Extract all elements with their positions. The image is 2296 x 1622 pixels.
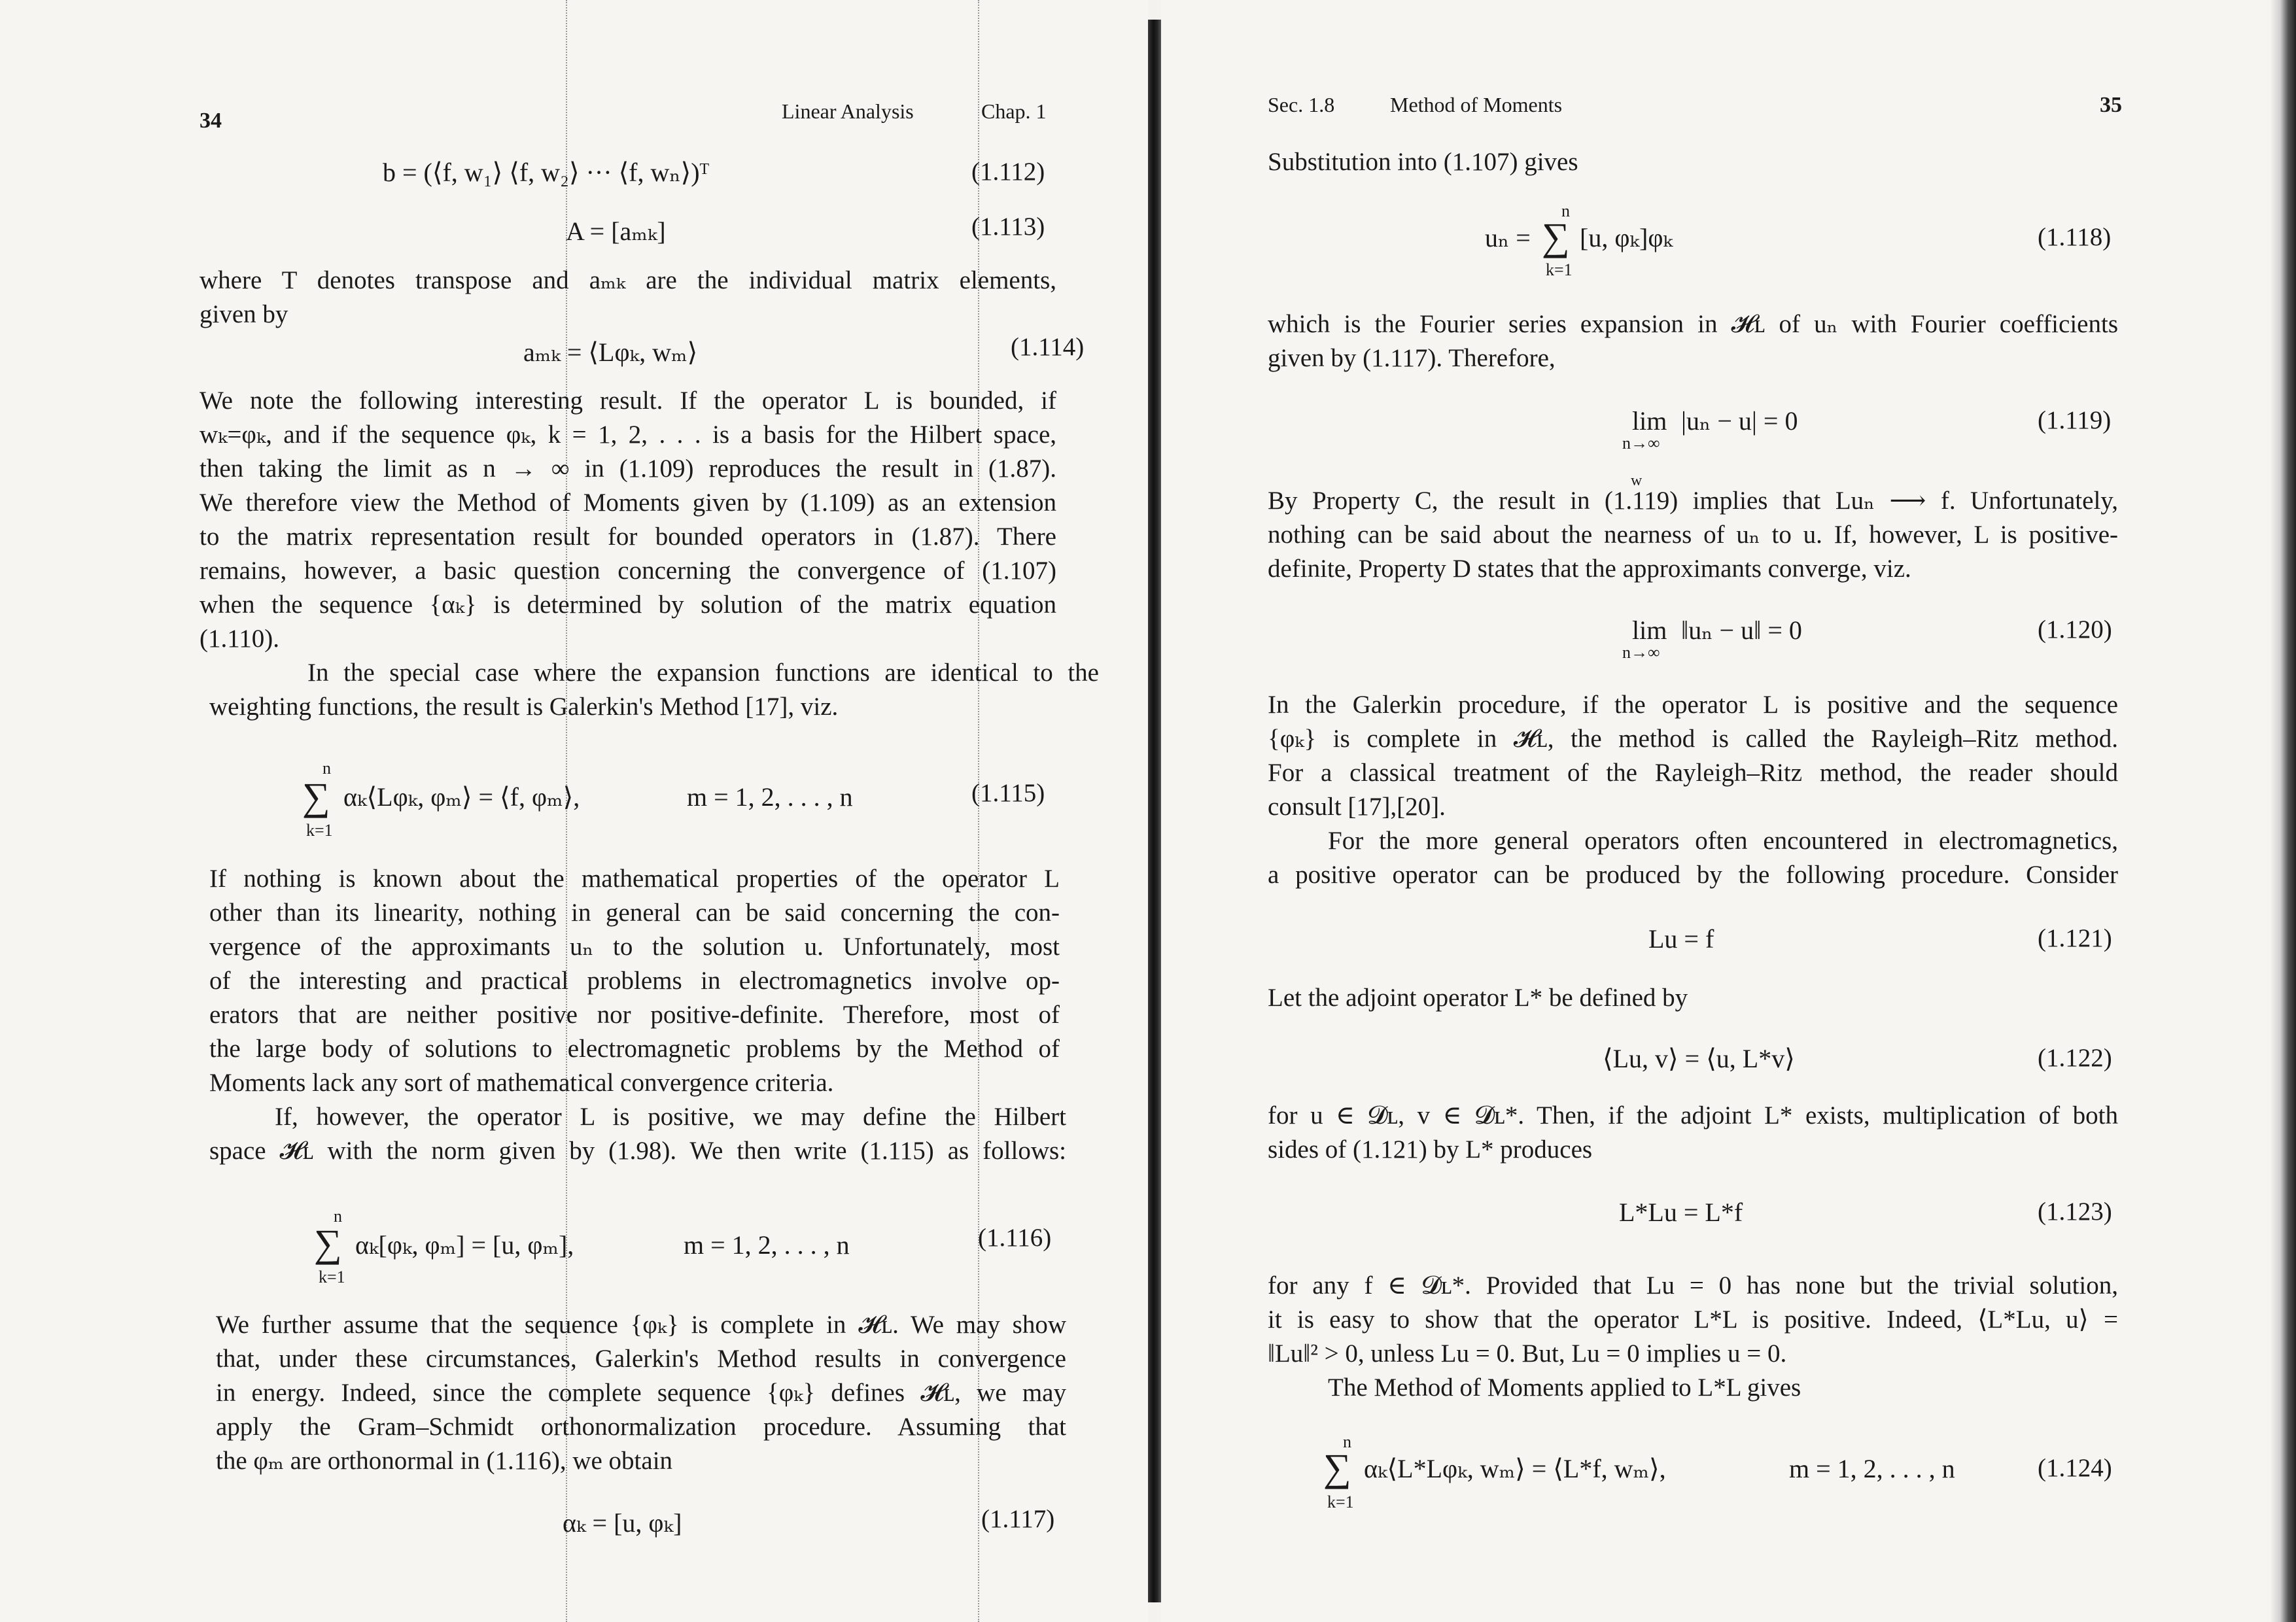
text-line: If, however, the operator L is positive, we may define the Hilbert xyxy=(275,1103,1066,1131)
text-line: of the interesting and practical problems in electromagnetics involve op- xyxy=(209,967,1060,995)
text-line: vergence of the approximants uₙ to the solution u. Unfortunately, most xyxy=(209,933,1060,961)
section-label: Sec. 1.8 xyxy=(1268,93,1335,116)
sum-upper: n xyxy=(334,1207,342,1226)
equation-number: (1.114) xyxy=(1011,333,1085,361)
text-line: to the matrix representation result for bounded operators in (1.87). There xyxy=(200,523,1056,551)
text-line: then taking the limit as n → ∞ in (1.109) reproduces the result in (1.87). xyxy=(200,455,1056,483)
page-number: 35 xyxy=(2100,93,2122,117)
text-line: given by (1.117). Therefore, xyxy=(1268,344,1556,372)
equation-number: (1.119) xyxy=(2038,406,2112,434)
text-line: We note the following interesting result. If the operator L is bounded, if xyxy=(200,387,1056,415)
equation-1-116: αₖ[φₖ, φₘ] = [u, φₘ], xyxy=(355,1230,574,1260)
limit-label: lim xyxy=(1632,406,1667,436)
sum-lower: k=1 xyxy=(306,821,333,840)
limit-subscript: n→∞ xyxy=(1622,434,1660,453)
sigma-symbol: ∑ xyxy=(1323,1446,1351,1489)
text-line: erators that are neither positive nor positive-definite. Therefore, most of xyxy=(209,1001,1060,1029)
text-line: {φₖ} is complete in 𝓗ʟ, the method is called the Rayleigh–Ritz method. xyxy=(1268,725,2118,753)
equation-1-124: αₖ⟨L*Lφₖ, wₘ⟩ = ⟨L*f, wₘ⟩, xyxy=(1364,1454,1666,1483)
text-line: If nothing is known about the mathematical properties of the operator L xyxy=(209,865,1060,893)
equation-1-120: ‖uₙ − u‖ = 0 xyxy=(1681,615,1802,645)
equation-number: (1.112) xyxy=(971,158,1045,186)
text-line: when the sequence {αₖ} is determined by solution of the matrix equation xyxy=(200,591,1056,619)
equation-1-112: b = (⟨f, w₁⟩ ⟨f, w₂⟩ ··· ⟨f, wₙ⟩)ᵀ xyxy=(383,158,710,187)
book-edge-right xyxy=(2270,0,2296,1622)
text-line: In the Galerkin procedure, if the operator L is positive and the sequence xyxy=(1268,691,2118,719)
limit-subscript: n→∞ xyxy=(1622,643,1660,662)
text-line: where T denotes transpose and aₘₖ are the individual matrix elements, xyxy=(200,266,1056,294)
text-line: nothing can be said about the nearness of uₙ to u. If, however, L is positive- xyxy=(1268,521,2118,549)
text-line: definite, Property D states that the approximants converge, viz. xyxy=(1268,555,1911,583)
limit-label: lim xyxy=(1632,615,1667,645)
equation-1-118: [u, φₖ]φₖ xyxy=(1580,223,1673,252)
text-line: (1.110). xyxy=(200,625,280,653)
running-head: Method of Moments xyxy=(1390,93,1563,116)
running-head: Linear Analysis xyxy=(782,99,914,123)
text-line: the φₘ are orthonormal in (1.116), we obtain xyxy=(216,1447,673,1475)
sum-lower: k=1 xyxy=(1546,260,1573,279)
text-line: for any f ∈ 𝓓ʟ*. Provided that Lu = 0 has none but the trivial solution, xyxy=(1268,1271,2118,1300)
text-line: Substitution into (1.107) gives xyxy=(1268,148,1578,176)
text-line: By Property C, the result in (1.119) implies that Luₙ ⟶ f. Unfortunately, xyxy=(1268,487,2118,515)
page-number: 34 xyxy=(200,109,222,133)
equation-1-123: L*Lu = L*f xyxy=(1619,1198,1743,1227)
sigma-symbol: ∑ xyxy=(1542,215,1570,258)
text-line: apply the Gram–Schmidt orthonormalization procedure. Assuming that xyxy=(216,1413,1066,1441)
book-gutter xyxy=(1148,20,1161,1602)
text-line: weighting functions, the result is Galerkin's Method [17], viz. xyxy=(209,693,839,721)
chapter-label: Chap. 1 xyxy=(981,99,1047,123)
text-line: sides of (1.121) by L* produces xyxy=(1268,1135,1593,1164)
equation-number: (1.123) xyxy=(2038,1198,2112,1226)
text-line: We further assume that the sequence {φₖ} is complete in 𝓗ʟ. We may show xyxy=(216,1311,1066,1339)
equation-number: (1.113) xyxy=(971,213,1045,241)
equation-range: m = 1, 2, . . . , n xyxy=(684,1230,850,1260)
sum-upper: n xyxy=(1343,1432,1351,1451)
text-line: We therefore view the Method of Moments given by (1.109) as an extension xyxy=(200,489,1056,517)
right-page xyxy=(1161,0,2296,1622)
equation-number: (1.124) xyxy=(2038,1454,2112,1482)
equation-1-119: |uₙ − u| = 0 xyxy=(1681,406,1798,436)
equation-range: m = 1, 2, . . . , n xyxy=(1789,1454,1955,1483)
sum-lower: k=1 xyxy=(319,1268,345,1286)
text-line: remains, however, a basic question concerning the convergence of (1.107) xyxy=(200,557,1056,585)
text-line: it is easy to show that the operator L*L is positive. Indeed, ⟨L*Lu, u⟩ = xyxy=(1268,1305,2118,1334)
text-line: that, under these circumstances, Galerkin's Method results in convergence xyxy=(216,1345,1066,1373)
text-line: consult [17],[20]. xyxy=(1268,793,1446,821)
equation-number: (1.116) xyxy=(978,1224,1052,1252)
sigma-symbol: ∑ xyxy=(314,1222,342,1265)
text-line: the large body of solutions to electromagnetic problems by the Method of xyxy=(209,1035,1060,1063)
sum-lower: k=1 xyxy=(1327,1493,1354,1511)
arrow-label: w xyxy=(1631,472,1643,489)
equation-number: (1.117) xyxy=(981,1505,1055,1533)
equation-number: (1.122) xyxy=(2038,1044,2112,1072)
equation-lhs: uₙ = xyxy=(1485,223,1531,252)
text-line: a positive operator can be produced by the following procedure. Consider xyxy=(1268,861,2118,889)
text-line: In the special case where the expansion functions are identical to the xyxy=(307,659,1099,687)
equation-1-114: aₘₖ = ⟨Lφₖ, wₘ⟩ xyxy=(523,337,698,367)
text-line: ‖Lu‖² > 0, unless Lu = 0. But, Lu = 0 implies u = 0. xyxy=(1268,1339,1787,1368)
text-line: For the more general operators often encountered in electromagnetics, xyxy=(1328,827,2118,855)
equation-number: (1.115) xyxy=(971,779,1045,807)
sum-upper: n xyxy=(1561,201,1570,220)
equation-1-113: A = [aₘₖ] xyxy=(566,216,666,246)
equation-1-121: Lu = f xyxy=(1648,924,1714,954)
text-line: Moments lack any sort of mathematical convergence criteria. xyxy=(209,1069,834,1097)
sigma-symbol: ∑ xyxy=(302,775,330,818)
sum-upper: n xyxy=(322,759,331,778)
text-line: other than its linearity, nothing in general can be said concerning the con- xyxy=(209,899,1060,927)
text-line: given by xyxy=(200,300,288,328)
equation-1-117: αₖ = [u, φₖ] xyxy=(563,1508,682,1538)
equation-range: m = 1, 2, . . . , n xyxy=(687,782,853,812)
equation-number: (1.121) xyxy=(2038,924,2112,952)
text-line: in energy. Indeed, since the complete sequence {φₖ} defines 𝓗ʟ, we may xyxy=(216,1379,1066,1407)
text-line: which is the Fourier series expansion in 𝓗ʟ of uₙ with Fourier coefficients xyxy=(1268,310,2118,338)
text-line: For a classical treatment of the Rayleigh–Ritz method, the reader should xyxy=(1268,759,2118,787)
text-line: for u ∈ 𝓓ʟ, v ∈ 𝓓ʟ*. Then, if the adjoint L* exists, multiplication of both xyxy=(1268,1101,2118,1130)
text-line: Let the adjoint operator L* be defined by xyxy=(1268,984,1688,1012)
equation-number: (1.120) xyxy=(2038,615,2112,644)
text-line: wₖ=φₖ, and if the sequence φₖ, k = 1, 2, . . . is a basis for the Hilbert space, xyxy=(200,421,1056,449)
equation-1-122: ⟨Lu, v⟩ = ⟨u, L*v⟩ xyxy=(1603,1044,1795,1073)
equation-1-115: αₖ⟨Lφₖ, φₘ⟩ = ⟨f, φₘ⟩, xyxy=(343,782,580,812)
text-line: The Method of Moments applied to L*L gives xyxy=(1328,1373,1801,1402)
equation-number: (1.118) xyxy=(2038,223,2112,251)
text-line: space 𝓗ʟ with the norm given by (1.98). We then write (1.115) as follows: xyxy=(209,1137,1066,1165)
